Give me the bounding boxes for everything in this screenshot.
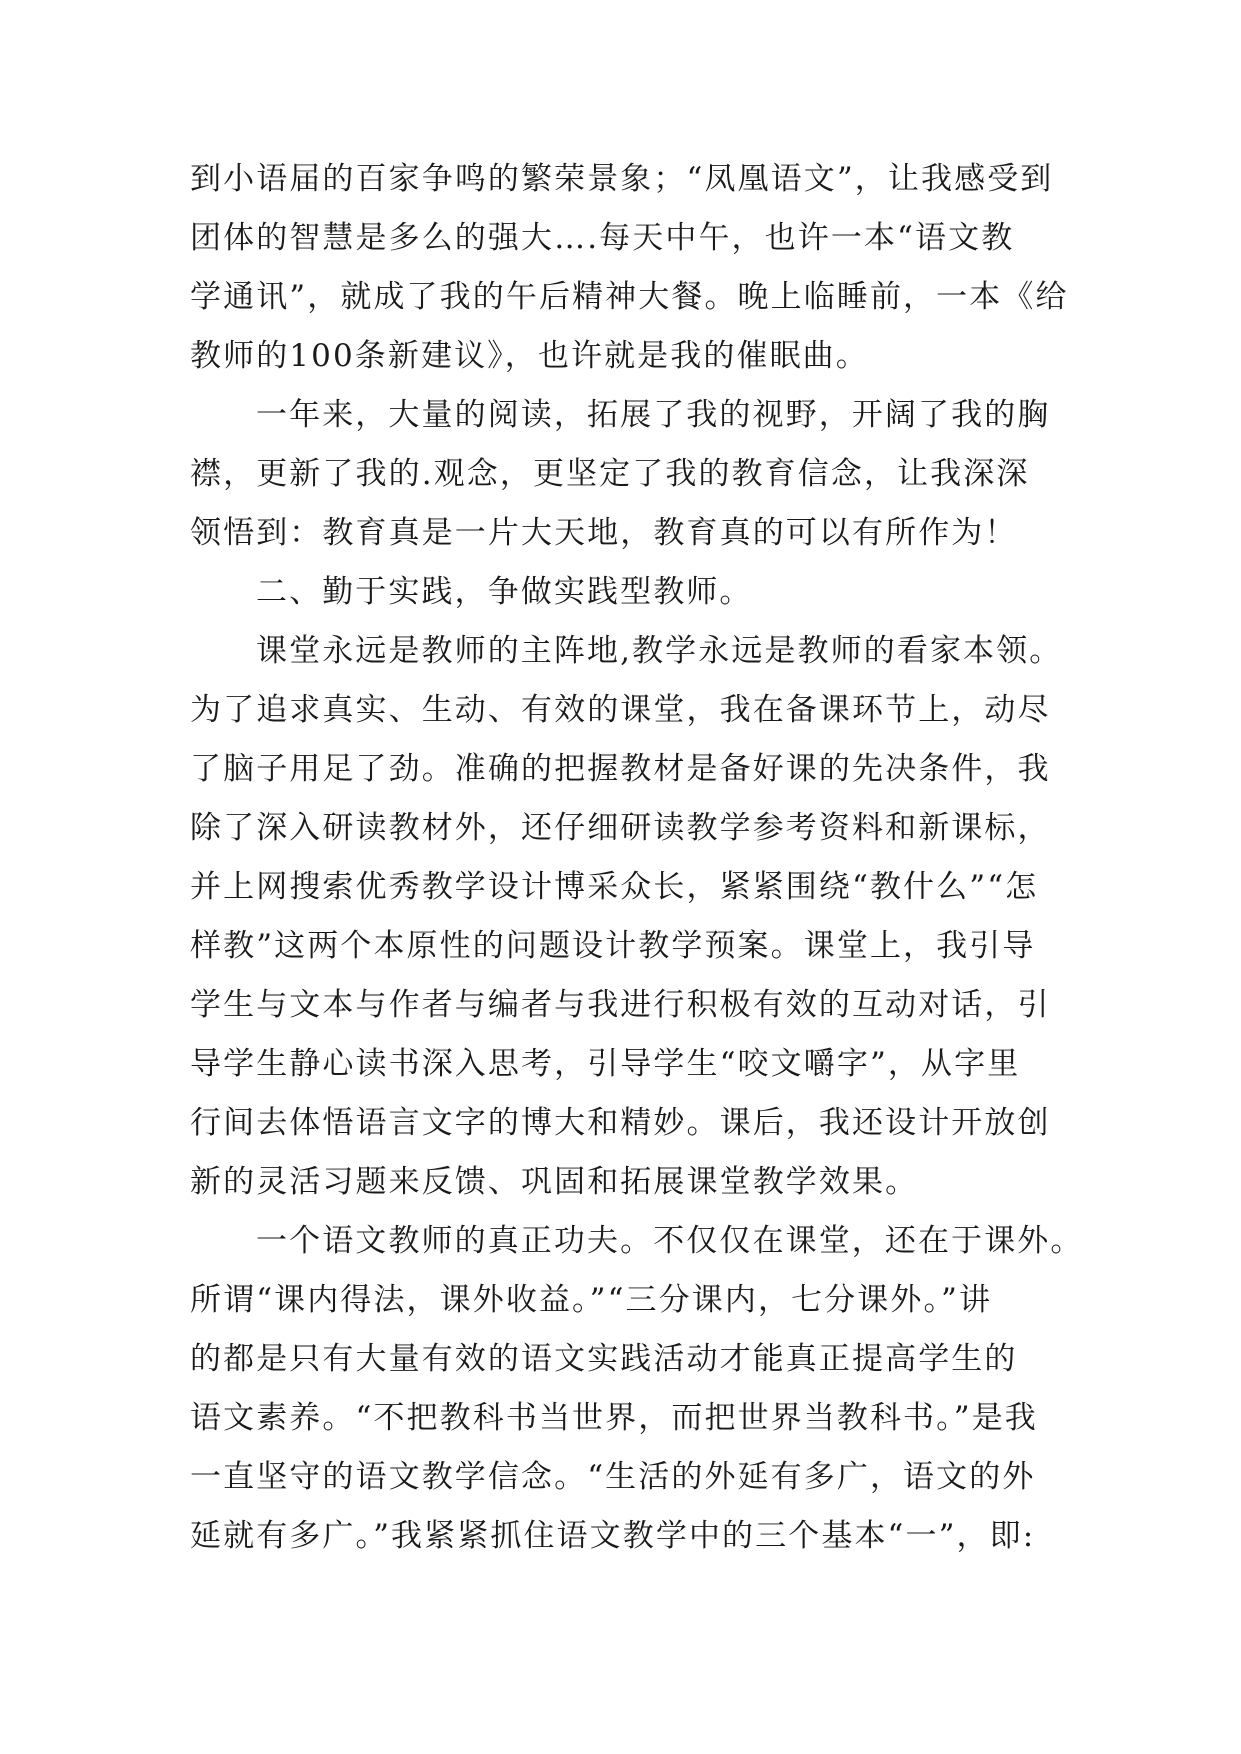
paragraph-first-line: 一年来，大量的阅读，拓展了我的视野，开阔了我的胸 bbox=[256, 397, 1051, 433]
document-body bbox=[190, 150, 1084, 1566]
text-line: 行间去体悟语言文字的博大和精妙。课后，我还设计开放创 bbox=[190, 1105, 1051, 1141]
text-line: 除了深入研读教材外，还仔细研读教学参考资料和新课标， bbox=[190, 810, 1051, 846]
text-line: 语文素养。“不把教科书当世界，而把世界当教科书。”是我 bbox=[190, 1400, 1038, 1436]
text-line: 新的灵活习题来反馈、巩固和拓展课堂教学效果。 bbox=[190, 1164, 919, 1200]
text-line: 所谓“课内得法，课外收益。”“三分课内，七分课外。”讲 bbox=[190, 1282, 993, 1318]
text-line: 为了追求真实、生动、有效的课堂，我在备课环节上，动尽 bbox=[190, 692, 1051, 728]
text-line: 到小语届的百家争鸣的繁荣景象；“凤凰语文”，让我感受到 bbox=[190, 161, 1054, 197]
paragraph-first-line: 课堂永远是教师的主阵地,教学永远是教师的看家本领。 bbox=[256, 633, 1063, 669]
text-line: 教师的100条新建议》，也许就是我的催眠曲。 bbox=[190, 338, 869, 374]
text-line: 一直坚守的语文教学信念。“生活的外延有多广，语文的外 bbox=[190, 1459, 1036, 1495]
text-line: 领悟到：教育真是一片大天地，教育真的可以有所作为！ bbox=[190, 515, 1018, 551]
text-line: 延就有多广。”我紧紧抓住语文教学中的三个基本“一”，即: bbox=[190, 1518, 1036, 1554]
paragraph-first-line: 一个语文教师的真正功夫。不仅仅在课堂，还在于课外。 bbox=[256, 1223, 1084, 1259]
text-line: 学通讯”，就成了我的午后精神大餐。晚上临睡前，一本《给 bbox=[190, 279, 1069, 315]
section-heading: 二、勤于实践，争做实践型教师。 bbox=[256, 574, 753, 610]
text-line: 的都是只有大量有效的语文实践活动才能真正提高学生的 bbox=[190, 1341, 1018, 1377]
text-line: 样教”这两个本原性的问题设计教学预案。课堂上，我引导 bbox=[190, 928, 1036, 964]
text-line: 并上网搜索优秀教学设计博采众长，紧紧围绕“教什么”“怎 bbox=[190, 869, 1039, 905]
text-line: 学生与文本与作者与编者与我进行积极有效的互动对话，引 bbox=[190, 987, 1051, 1023]
text-line: 了脑子用足了劲。准确的把握教材是备好课的先决条件，我 bbox=[190, 751, 1051, 787]
text-line: 襟，更新了我的.观念，更坚定了我的教育信念，让我深深 bbox=[190, 456, 1030, 492]
text-line: 导学生静心读书深入思考，引导学生“咬文嚼字”，从字里 bbox=[190, 1046, 1021, 1082]
text-line: 团体的智慧是多么的强大….每天中午，也许一本“语文教 bbox=[190, 220, 1015, 256]
